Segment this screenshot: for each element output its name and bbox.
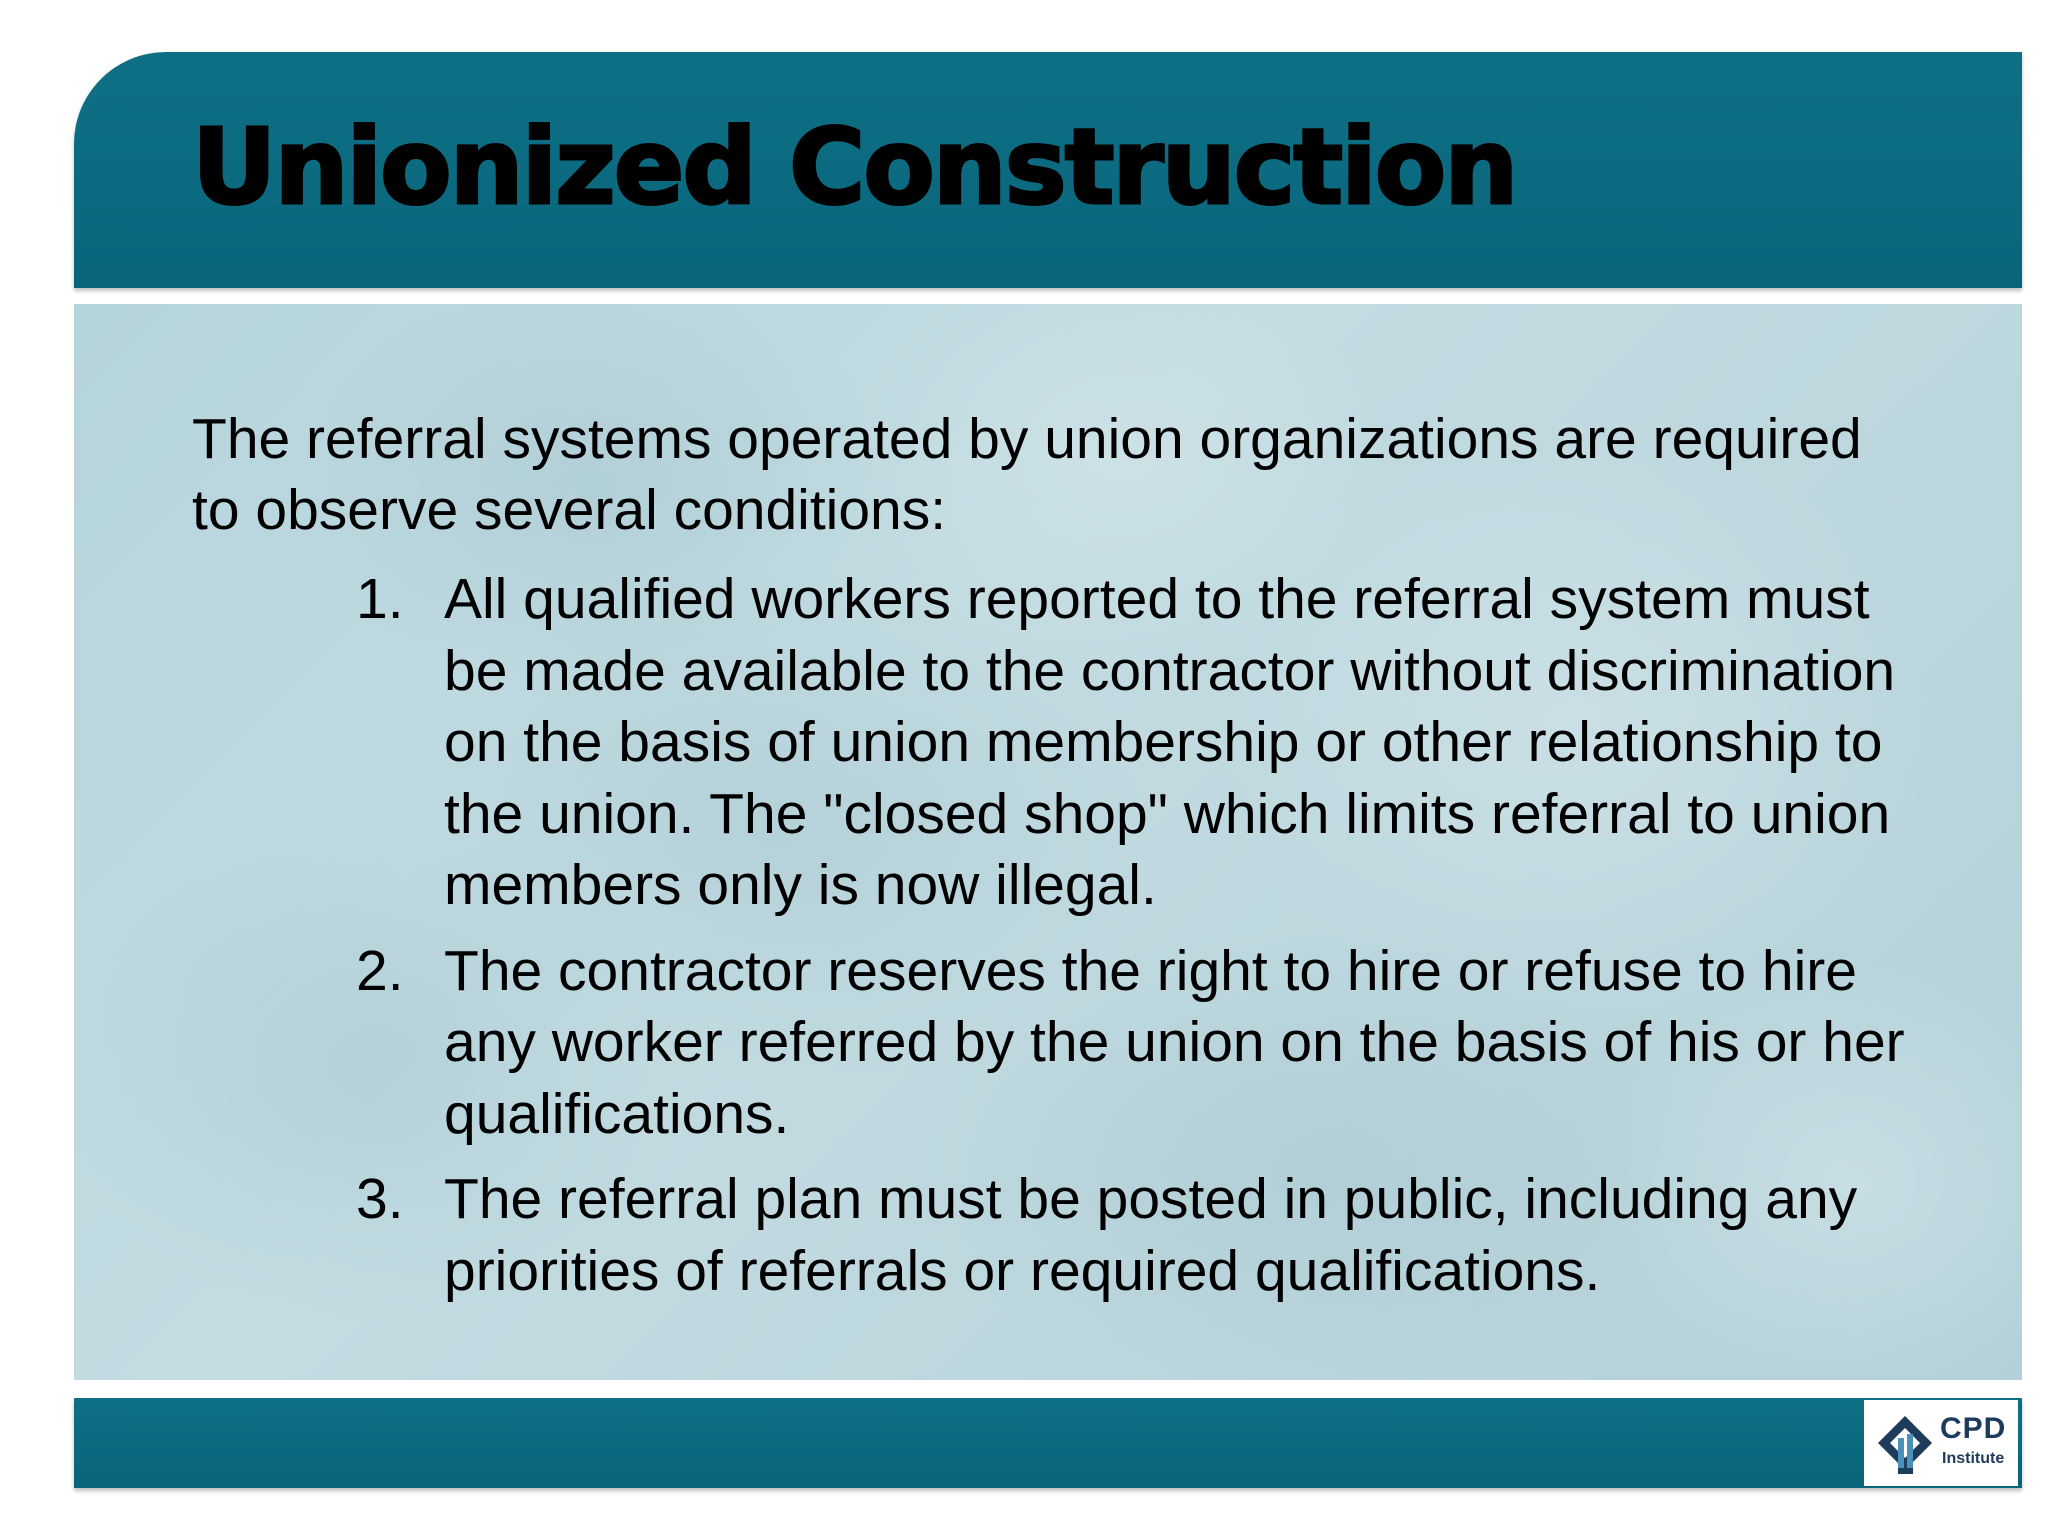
list-item xyxy=(356,936,1916,1151)
list-item-text: The referral plan must be posted in public, including any priorities of referrals or required qualifications. xyxy=(444,1167,1858,1303)
list-number: 2. xyxy=(356,938,404,1003)
list-number: 1. xyxy=(356,567,404,631)
logo-subtitle: Institute xyxy=(1942,1450,2005,1467)
cpd-logo xyxy=(1864,1400,2018,1486)
list-item-text: All qualified workers reported to the referral system must be made available to the contractor without discrimination on the basis of union membership or other relationship to the union. The "closed shop" which limits referral to union members only is now illegal. xyxy=(444,567,1896,917)
list-item xyxy=(356,1164,1916,1307)
footer-band xyxy=(74,1398,2022,1488)
conditions-list xyxy=(356,564,1916,1321)
cpd-diamond-icon xyxy=(1876,1414,1934,1476)
list-item xyxy=(356,564,1916,922)
slide-title: Unionized Construction xyxy=(192,106,1517,228)
list-number: 3. xyxy=(356,1167,404,1231)
logo-name: CPD xyxy=(1940,1412,2007,1445)
list-item-text: The contractor reserves the right to hire or refuse to hire any worker referred by the union on the basis of his or her qualifications. xyxy=(444,938,1905,1146)
intro-text: The referral systems operated by union organizations are required to observe several conditions: xyxy=(192,407,1862,542)
